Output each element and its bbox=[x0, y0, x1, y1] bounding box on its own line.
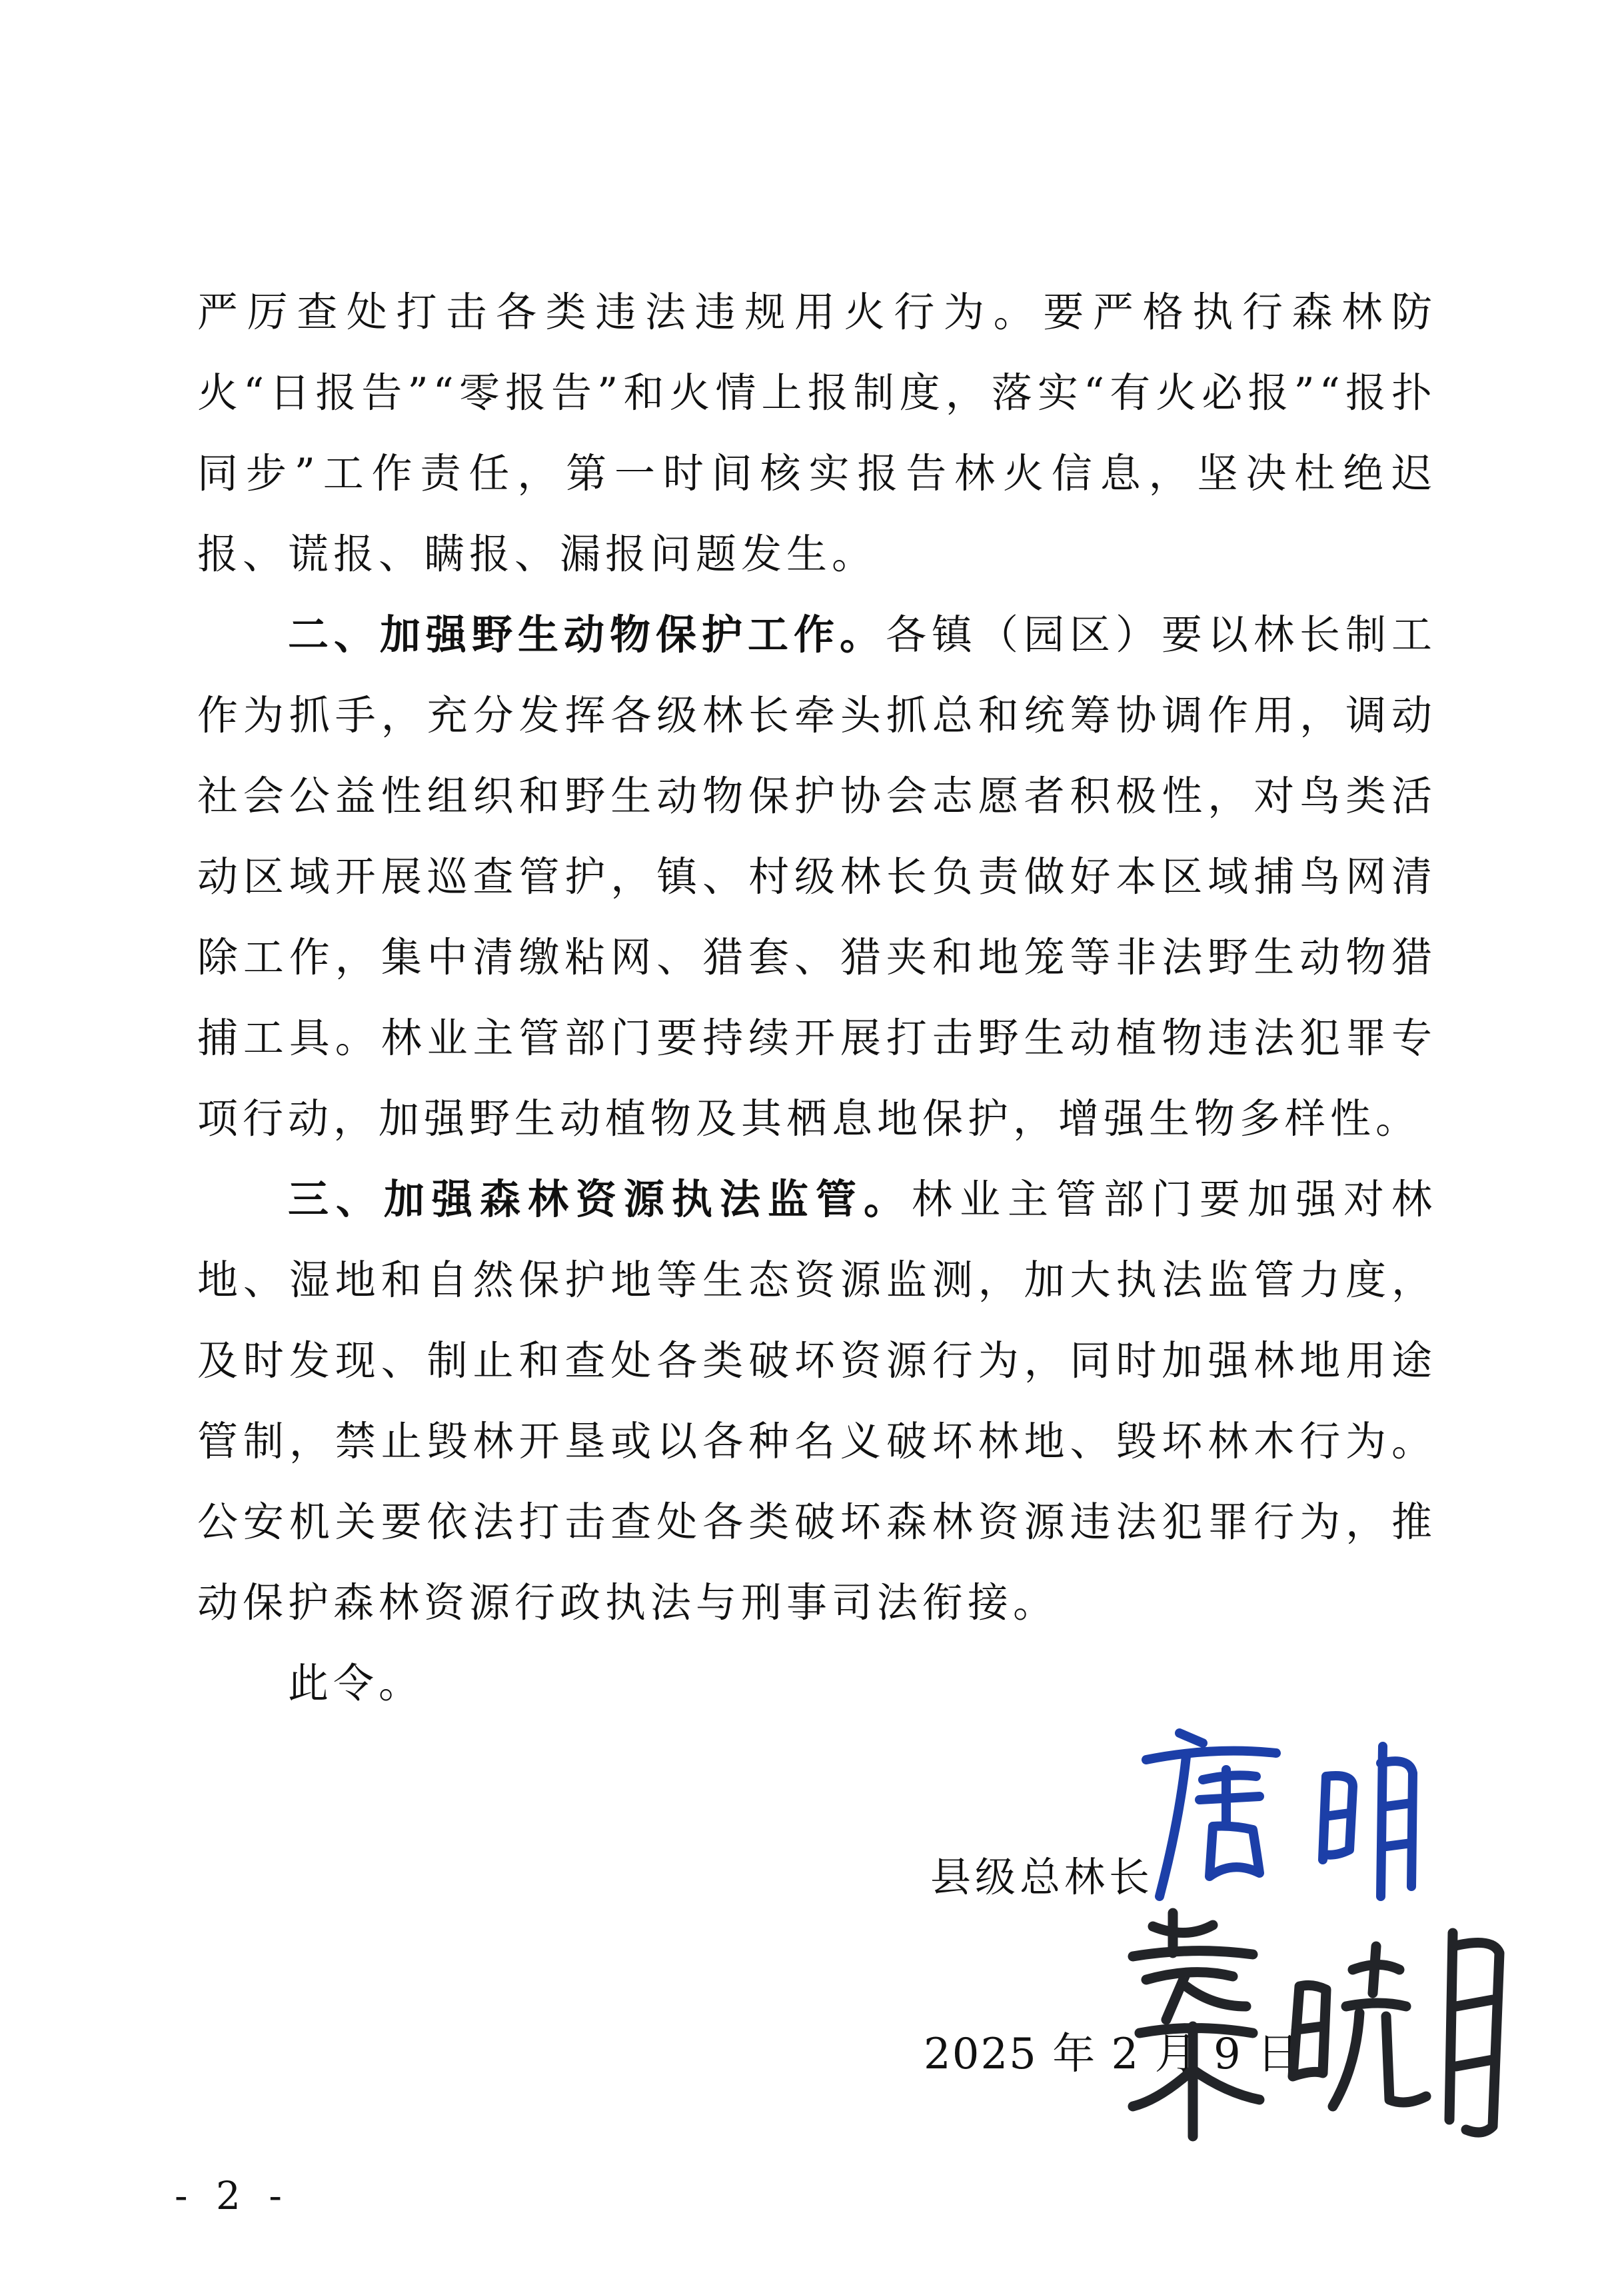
section-2-heading: 二、加强野生动物保护工作。 bbox=[288, 611, 886, 659]
paragraph-wildlife-protection bbox=[197, 595, 1437, 1159]
page-number: - 2 - bbox=[175, 2173, 290, 2218]
section-2-body: 各镇（园区）要以林长制工作为抓手，充分发挥各级林长牵头抓总和统筹协调作用，调动社会公益性组织和野生动物保护协会志愿者积极性，对鸟类活动区域开展巡查管护，镇、村级林长负责做好本区域捕鸟网清除工作，集中清缴粘网、猎套、猎夹和地笼等非法野生动物猎捕工具。林业主管部门要持续开展打击野生动植物违法犯罪专项行动，加强野生动植物及其栖息地保护，增强生物多样性。 bbox=[197, 611, 1437, 1142]
section-3-heading: 三、加强森林资源执法监管。 bbox=[288, 1176, 912, 1223]
paragraph-fire-reporting: 严厉查处打击各类违法违规用火行为。要严格执行森林防火“日报告”“零报告”和火情上报制度，落实“有火必报”“报扑同步”工作责任，第一时间核实报告林火信息，坚决杜绝迟报、谎报、瞒报、漏报问题发生。 bbox=[197, 289, 1437, 578]
signature-1-image bbox=[1133, 1706, 1466, 1906]
signatory-title: 县级总林长 bbox=[930, 1854, 1154, 1901]
signing-date: 2025 年 2 月 9 日 bbox=[924, 2030, 1301, 2079]
closing-statement: 此令。 bbox=[288, 1660, 424, 1707]
signature-2-image bbox=[1093, 1906, 1526, 2153]
section-3-body: 林业主管部门要加强对林地、湿地和自然保护地等生态资源监测，加大执法监管力度，及时发现、制止和查处各类破坏资源行为，同时加强林地用途管制，禁止毁林开垦或以各种名义破坏林地、毁坏林木行为。公安机关要依法打击查处各类破坏森林资源违法犯罪行为，推动保护森林资源行政执法与刑事司法衔接。 bbox=[197, 1176, 1437, 1626]
document-body bbox=[197, 272, 1437, 1724]
paragraph-forest-enforcement bbox=[197, 1159, 1437, 1643]
